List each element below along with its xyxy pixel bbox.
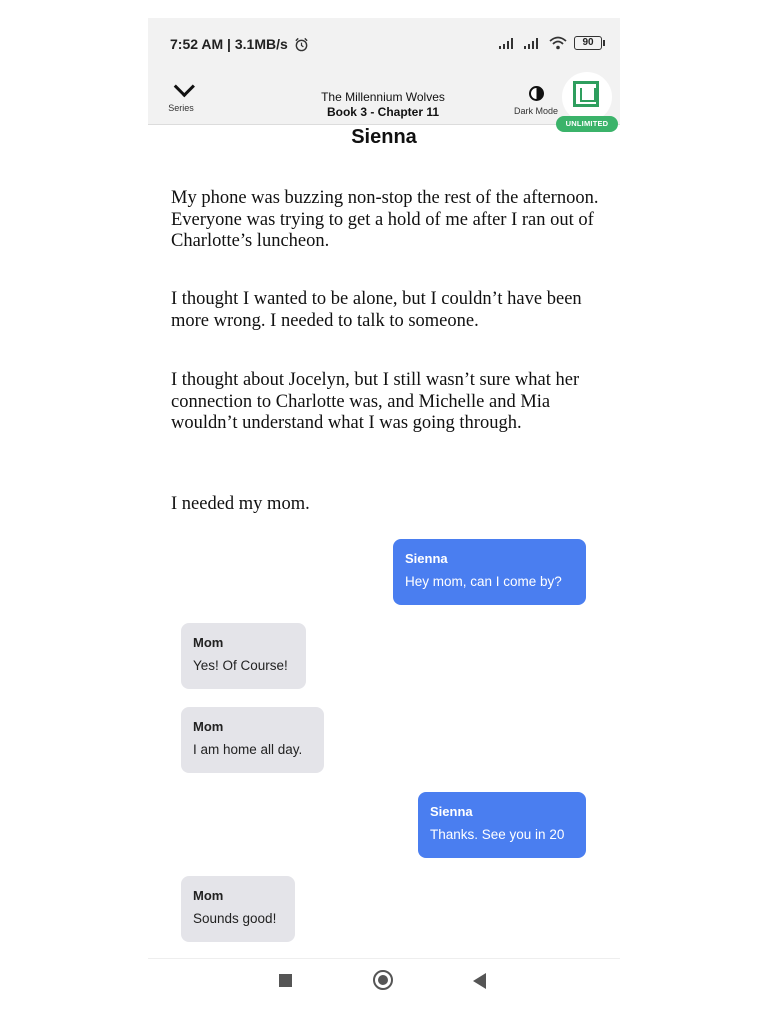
story-paragraph: I thought I wanted to be alone, but I couldn’t have been more wrong. I needed to talk to someone. [171, 289, 582, 331]
contrast-icon [529, 86, 544, 101]
phone-screen [148, 18, 620, 1008]
signal-icon-2 [524, 37, 542, 49]
message-sender: Mom [193, 719, 224, 734]
logo-mark [573, 81, 599, 107]
battery-icon [574, 36, 602, 50]
status-time: 7:52 AM | 3.1MB/s [170, 36, 288, 52]
message-text: I am home all day. [193, 742, 303, 757]
received-message-bubble [181, 707, 324, 773]
book-title-block [288, 90, 478, 120]
system-nav-bar [148, 958, 620, 1008]
message-text: Sounds good! [193, 911, 277, 926]
reader-header [148, 68, 620, 128]
message-text: Yes! Of Course! [193, 658, 288, 673]
status-left [170, 36, 309, 52]
unlimited-badge: UNLIMITED [556, 116, 618, 132]
series-button[interactable] [166, 82, 196, 113]
status-bar [148, 18, 620, 68]
message-text: Thanks. See you in 20 [430, 827, 565, 842]
message-text: Hey mom, can I come by? [405, 574, 562, 589]
battery-level: 90 [582, 37, 594, 48]
story-paragraph: My phone was buzzing non-stop the rest of the afternoon. Everyone was trying to get a hold of me after I ran out of Charlotte’s luncheon. [171, 188, 599, 251]
home-button[interactable] [373, 970, 393, 990]
message-sender: Sienna [430, 804, 473, 819]
chapter-title: Sienna [351, 126, 417, 148]
message-sender: Sienna [405, 551, 448, 566]
story-paragraph: I thought about Jocelyn, but I still wasn’t sure what her connection to Charlotte was, and Michelle and Mia wouldn’t understand what I was going through. [171, 370, 580, 433]
status-right [499, 36, 602, 50]
story-paragraph: I needed my mom. [171, 494, 310, 514]
signal-icon [499, 37, 517, 49]
back-button[interactable] [473, 973, 486, 989]
series-label: Series [168, 103, 194, 113]
wifi-icon [549, 36, 567, 50]
sent-message-bubble [393, 539, 586, 605]
received-message-bubble [181, 623, 306, 689]
chapter-label: Book 3 - Chapter 11 [326, 105, 440, 119]
book-title: The Millennium Wolves [321, 90, 445, 104]
recents-button[interactable] [279, 974, 292, 987]
chevron-down-icon [173, 76, 194, 97]
message-sender: Mom [193, 888, 224, 903]
dark-mode-toggle[interactable] [508, 86, 564, 116]
alarm-clock-icon [294, 37, 309, 52]
message-sender: Mom [193, 635, 224, 650]
dark-mode-label: Dark Mode [513, 106, 558, 116]
received-message-bubble [181, 876, 295, 942]
sent-message-bubble [418, 792, 586, 858]
galatea-g-logo-icon[interactable] [562, 72, 612, 122]
